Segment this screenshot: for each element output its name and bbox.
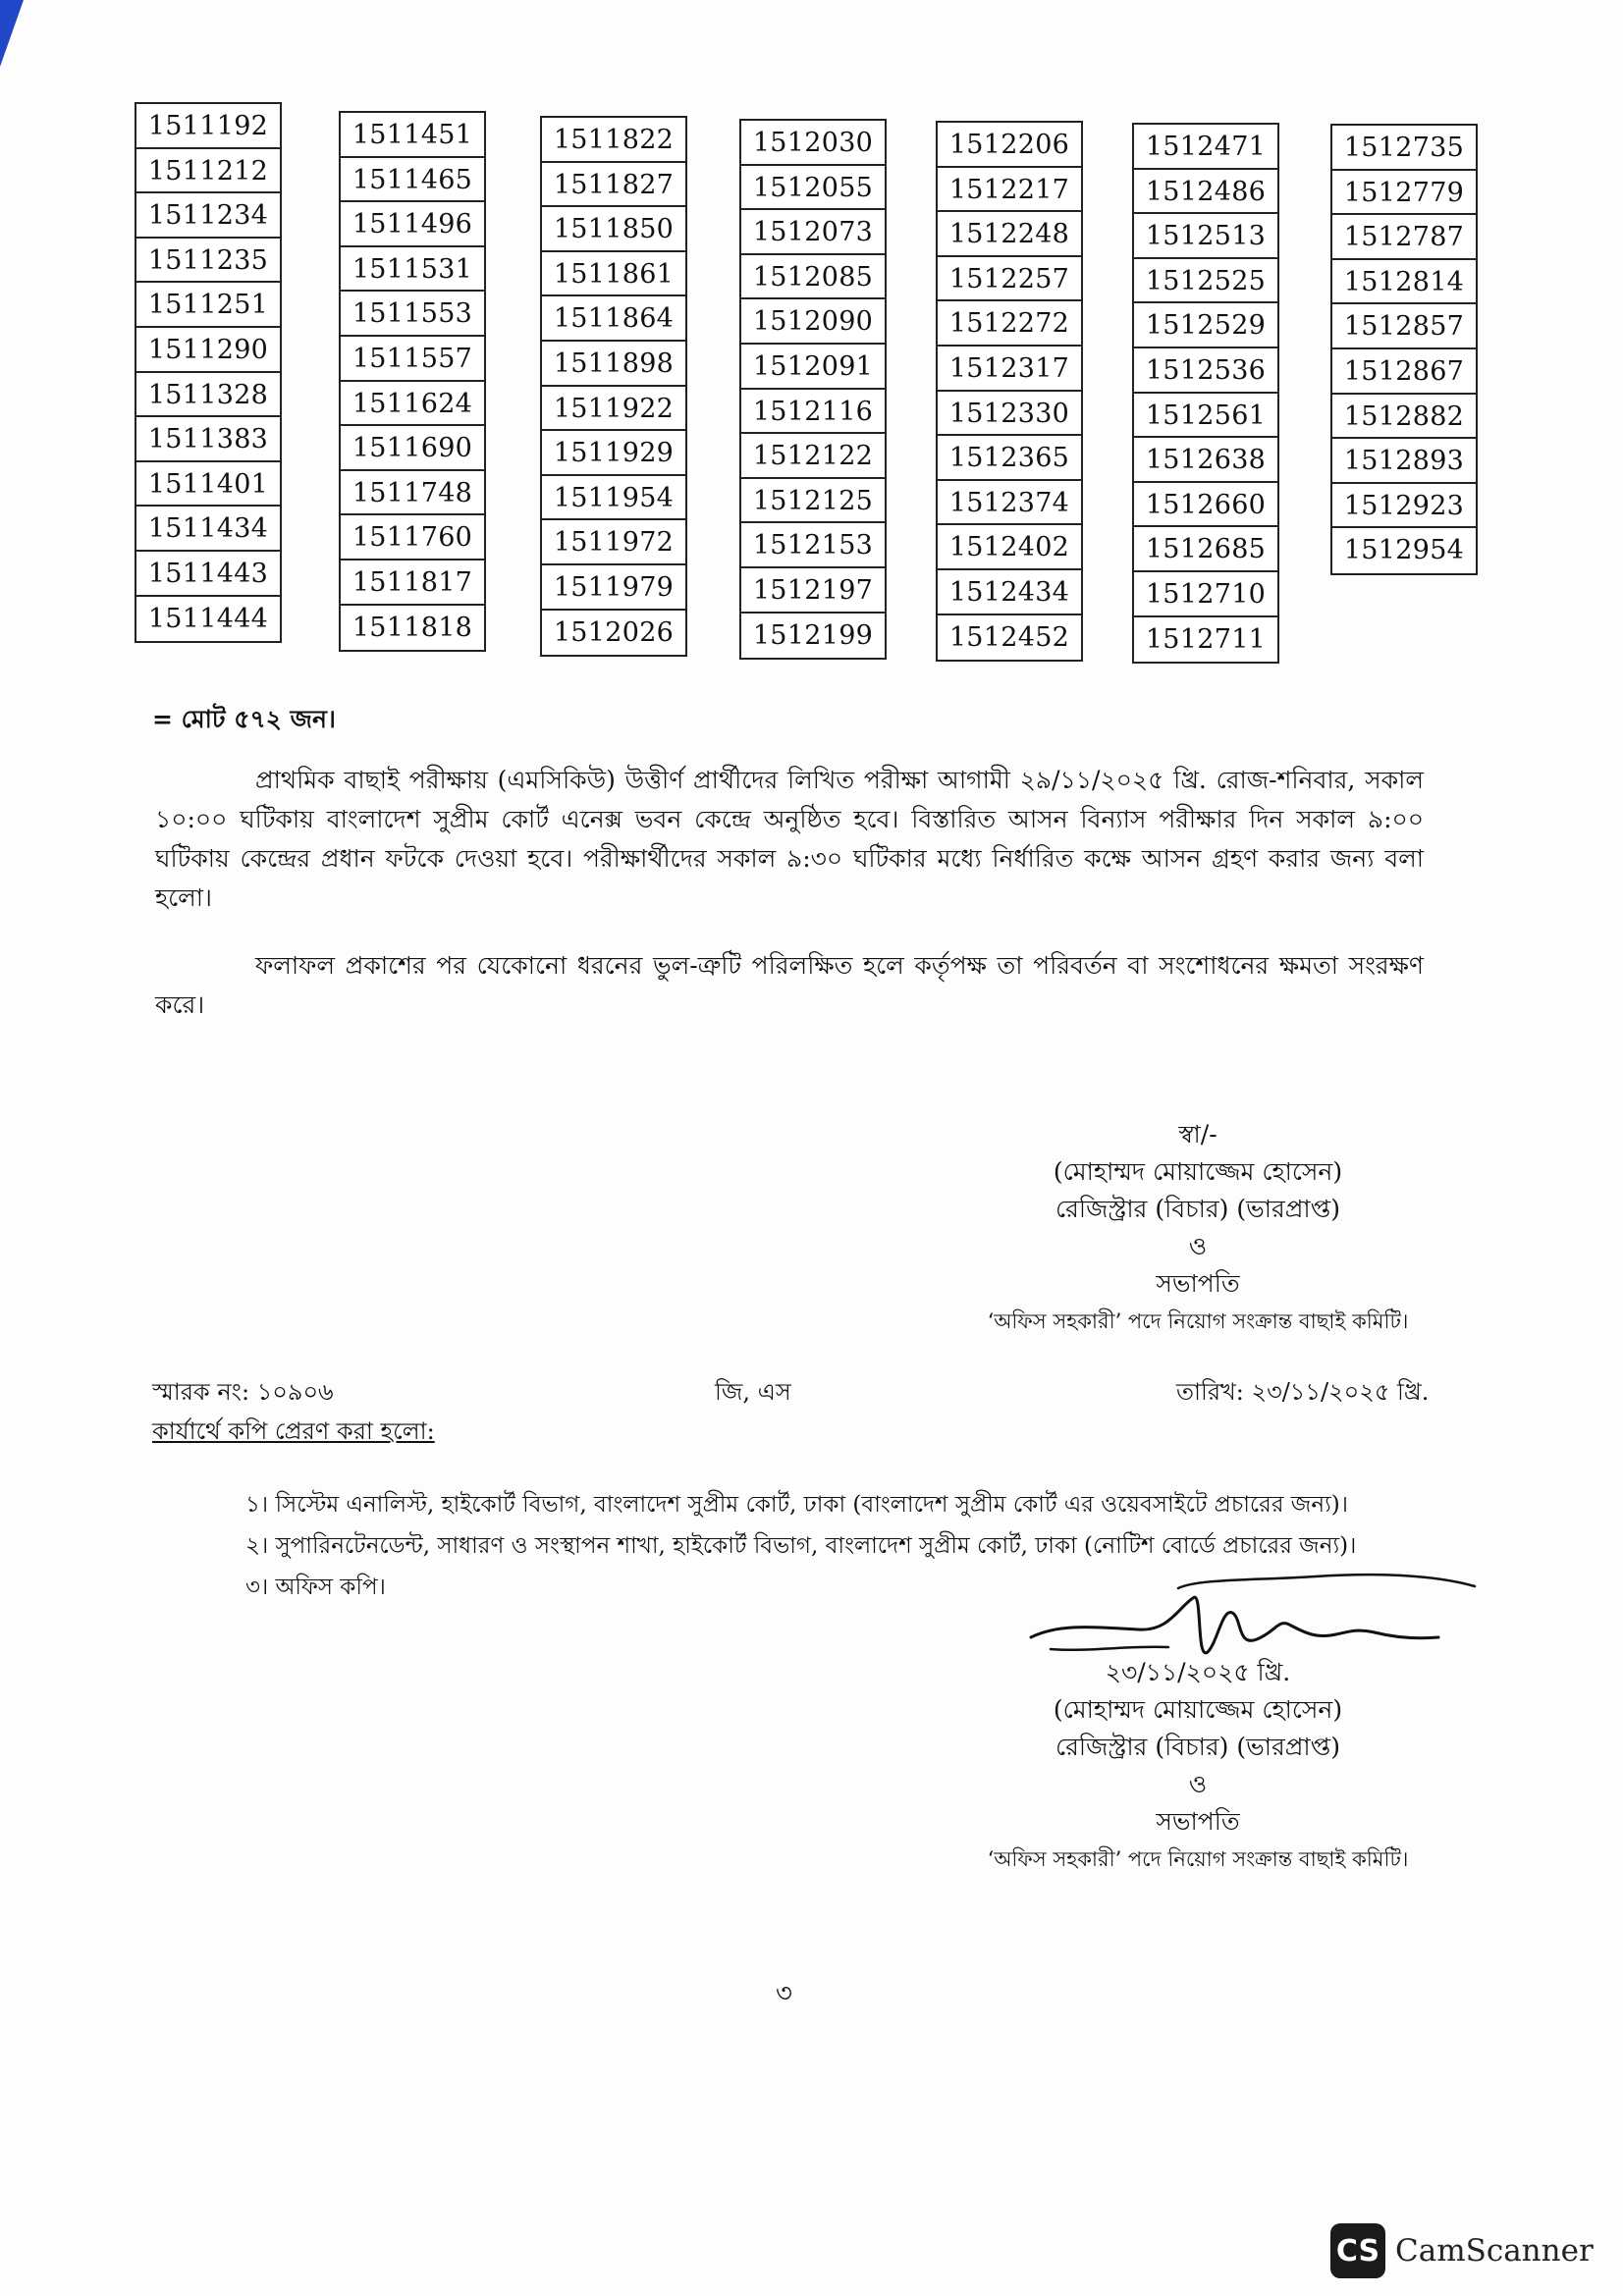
signature-block-first [893,1116,1502,1340]
signature-block-second [893,1654,1502,1878]
roll-number-cell: 1512153 [741,523,885,568]
camscanner-watermark [1330,2223,1594,2278]
roll-number-cell: 1511690 [341,426,484,471]
roll-number-cell: 1511822 [542,118,685,163]
roll-number-cell: 1512954 [1343,535,1465,566]
roll-number-cell: 1512638 [1134,438,1277,483]
roll-number-cell: 1511531 [341,247,484,293]
roll-number-cell: 1511553 [341,292,484,337]
roll-number-cell: 1512779 [1332,171,1476,216]
roll-column [135,102,282,643]
roll-number-cell: 1512073 [741,210,885,255]
memo-number: স্মারক নং: ১০৯০৬ [152,1378,334,1406]
roll-number-cell: 1511444 [147,603,269,634]
roll-column [1330,124,1478,575]
copy-heading: কার্যার্থে কপি প্রেরণ করা হলো: [152,1417,435,1445]
roll-number-cell: 1512030 [741,121,885,166]
conjunction: ও [1188,1232,1208,1260]
roll-number-cell: 1512923 [1332,484,1476,529]
roll-number-cell: 1511496 [341,202,484,247]
copy-list-item: ২। সুপারিনটেনডেন্ট, সাধারণ ও সংস্থাপন শাখা, হাইকোর্ট বিভাগ, বাংলাদেশ সুপ্রীম কোর্ট, ঢাকা (নোটিশ বোর্ডে প্রচারের জন্য)। [245,1533,1357,1559]
signatory-name: (মোহাম্মদ মোয়াজ্জেম হোসেন) [1053,1695,1343,1724]
correction-notice-paragraph: ফলাফল প্রকাশের পর যেকোনো ধরনের ভুল-ত্রুটি পরিলক্ষিত হলে কর্তৃপক্ষ তা পরিবর্তন বা সংশোধনের ক্ষমতা সংরক্ষণ করে। [155,951,1424,1019]
roll-number-cell: 1511954 [542,476,685,521]
roll-number-cell: 1512787 [1332,215,1476,260]
roll-number-cell: 1511290 [136,328,280,373]
roll-number-cell: 1512248 [938,212,1081,257]
roll-number-cell: 1511235 [136,239,280,284]
committee-name: ‘অফিস সহকারী’ পদে নিয়োগ সংক্রান্ত বাছাই কমিটি। [987,1847,1409,1871]
roll-number-cell: 1511898 [542,342,685,387]
signature-date: ২৩/১১/২০২৫ খ্রি. [1105,1658,1291,1686]
roll-number-cell: 1512206 [938,123,1081,168]
roll-number-cell: 1512529 [1134,303,1277,348]
roll-number-cell: 1511979 [542,565,685,611]
roll-number-cell: 1512197 [741,568,885,614]
roll-number-cell: 1512330 [938,392,1081,437]
roll-number-cell: 1512272 [938,301,1081,347]
exam-notice-paragraph: প্রাথমিক বাছাই পরীক্ষায় (এমসিকিউ) উত্তীর্ণ প্রার্থীদের লিখিত পরীক্ষা আগামী ২৯/১১/২০২৫ খ্রি. রোজ-শনিবার, সকাল ১০:০০ ঘটিকায় বাংলাদেশ সুপ্রীম কোর্ট এনেক্স ভবন কেন্দ্রে অনুষ্ঠিত হবে। বিস্তারিত আসন বিন্যাস পরীক্ষার দিন সকাল ৯:০০ ঘটিকায় কেন্দ্রের প্রধান ফটকে দেওয়া হবে। পরীক্ষার্থীদের সকাল ৯:৩০ ঘটিকার মধ্যে নির্ধারিত কক্ষে আসন গ্রহণ করার জন্য বলা হলো। [155,766,1424,912]
roll-number-cell: 1512536 [1134,348,1277,394]
roll-number-cell: 1511864 [542,296,685,342]
roll-number-cell: 1512452 [948,621,1070,653]
page-number: ৩ [776,1979,792,2008]
roll-number-cell: 1512513 [1134,214,1277,259]
signatory-name: (মোহাম্মদ মোয়াজ্জেম হোসেন) [1053,1157,1343,1186]
roll-number-cell: 1512685 [1134,527,1277,572]
roll-number-cell: 1511817 [341,561,484,606]
roll-number-cell: 1511922 [542,387,685,432]
total-count: = মোট ৫৭২ জন। [152,705,336,733]
roll-number-cell: 1512091 [741,345,885,390]
roll-number-cell: 1512561 [1134,394,1277,439]
roll-number-cell: 1512365 [938,436,1081,481]
roll-number-cell: 1512857 [1332,304,1476,349]
roll-number-cell: 1512217 [938,168,1081,213]
signatory-role: সভাপতি [1156,1269,1240,1298]
roll-number-cell: 1511827 [542,163,685,208]
roll-column [540,116,687,657]
roll-number-cell: 1512116 [741,390,885,435]
memo-date: তারিখ: ২৩/১১/২০২৫ খ্রি. [1176,1378,1430,1406]
conjunction: ও [1188,1770,1208,1798]
roll-column [936,121,1083,662]
roll-number-cell: 1512525 [1134,259,1277,304]
roll-column [739,119,887,660]
camscanner-label: CamScanner [1395,2233,1594,2269]
copy-list-item: ৩। অফিস কপি। [245,1575,386,1600]
roll-number-cell: 1512402 [938,525,1081,570]
roll-number-cell: 1511861 [542,252,685,297]
roll-number-cell: 1511748 [341,471,484,516]
copy-list-item: ১। সিস্টেম এনালিস্ট, হাইকোর্ট বিভাগ, বাংলাদেশ সুপ্রীম কোর্ট, ঢাকা (বাংলাদেশ সুপ্রীম কোর্ট এর ওয়েবসাইটে প্রচারের জন্য)। [245,1492,1348,1518]
signatory-role: সভাপতি [1156,1807,1240,1836]
roll-number-cell: 1512085 [741,255,885,300]
roll-number-cell: 1511972 [542,520,685,565]
roll-column [1132,123,1279,664]
roll-number-cell: 1512710 [1134,572,1277,617]
roll-number-cell: 1512125 [741,479,885,524]
roll-number-cell: 1511443 [136,552,280,597]
roll-number-cell: 1511434 [136,507,280,552]
committee-name: ‘অফিস সহকারী’ পদে নিয়োগ সংক্রান্ত বাছাই কমিটি। [987,1309,1409,1333]
roll-number-cell: 1512434 [938,570,1081,615]
roll-number-cell: 1511624 [341,382,484,427]
roll-number-cell: 1512471 [1134,125,1277,170]
roll-number-cell: 1511850 [542,207,685,252]
roll-number-cell: 1512814 [1332,260,1476,305]
roll-number-cell: 1511328 [136,373,280,418]
corner-mark [0,0,24,67]
roll-number-cell: 1512257 [938,257,1081,302]
roll-number-cell: 1512867 [1332,349,1476,395]
roll-number-cell: 1511818 [352,612,473,643]
roll-number-cell: 1511383 [136,417,280,462]
roll-number-cell: 1512374 [938,481,1081,526]
signatory-designation: রেজিস্ট্রার (বিচার) (ভারপ্রাপ্ত) [1055,1733,1340,1761]
signed-mark: স্বা/- [1178,1120,1217,1148]
camscanner-logo-icon: CS [1330,2223,1385,2278]
roll-column [339,111,486,652]
memo-section: জি, এস [715,1378,791,1406]
roll-number-cell: 1512660 [1134,483,1277,528]
roll-number-cell: 1512735 [1332,126,1476,171]
roll-number-cell: 1511465 [341,158,484,203]
signatory-designation: রেজিস্ট্রার (বিচার) (ভারপ্রাপ্ত) [1055,1195,1340,1223]
roll-number-cell: 1511401 [136,462,280,507]
roll-number-cell: 1512317 [938,347,1081,392]
roll-number-cell: 1511212 [136,149,280,194]
roll-number-cell: 1511251 [136,283,280,328]
roll-number-cell: 1512090 [741,299,885,345]
roll-number-cell: 1512199 [752,619,874,651]
roll-number-cell: 1511929 [542,431,685,476]
roll-number-cell: 1511234 [136,193,280,239]
roll-number-cell: 1511760 [341,515,484,561]
roll-number-cell: 1512122 [741,434,885,479]
roll-number-cell: 1512026 [553,616,675,648]
roll-number-cell: 1512711 [1145,623,1267,655]
roll-number-cell: 1511192 [136,104,280,149]
roll-number-cell: 1512893 [1332,439,1476,484]
roll-number-cell: 1511557 [341,337,484,382]
roll-number-cell: 1511451 [341,113,484,158]
roll-number-cell: 1512055 [741,166,885,211]
roll-number-cell: 1512882 [1332,395,1476,440]
roll-number-cell: 1512486 [1134,170,1277,215]
